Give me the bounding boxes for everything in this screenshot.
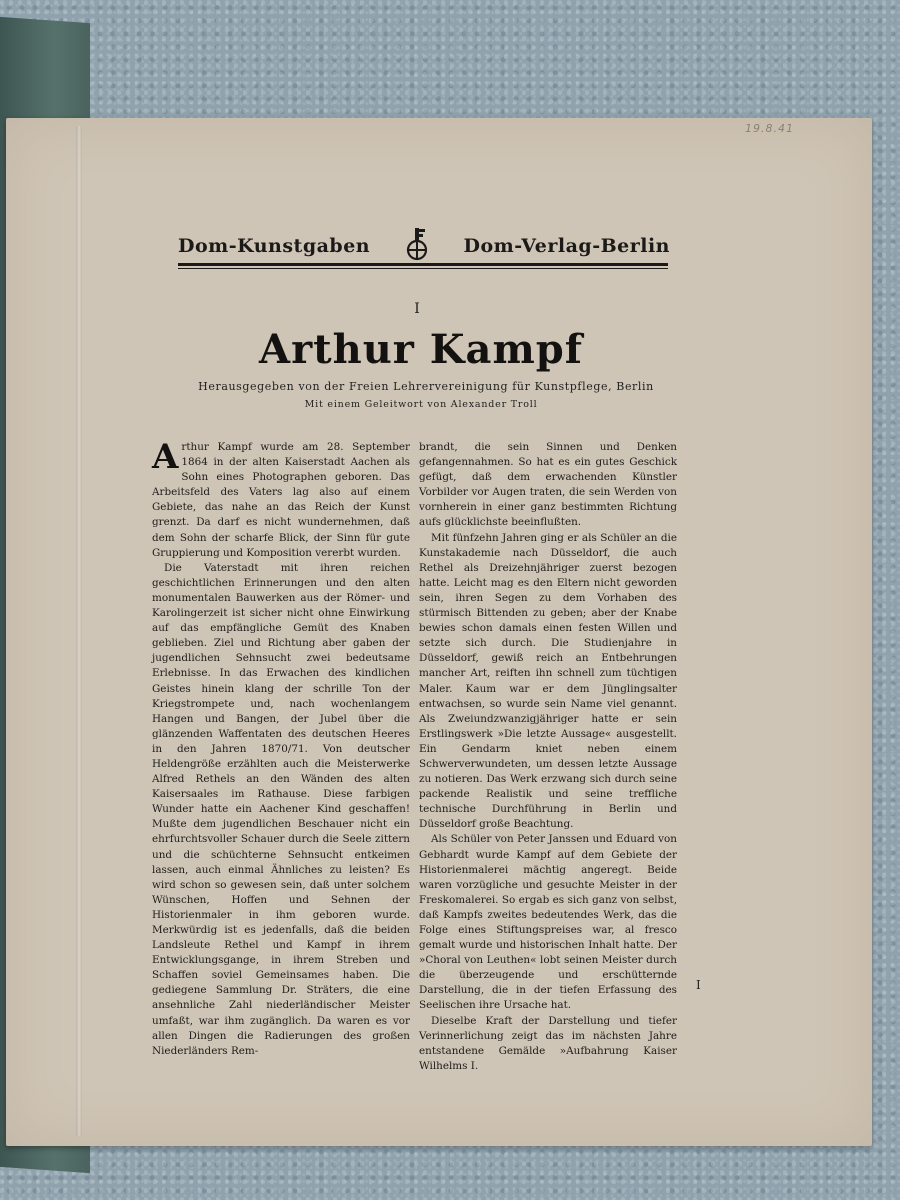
paragraph: brandt, die sein Sinnen und Denken gefangennahmen. So hat es ein gutes Geschick gefügt, daß dem erwachenden Künstler Vorbilder vor Augen traten, die sein Werden von vornherein in einer ganz bestimmten Richtung aufs glücklichste beeinflußten.	[419, 441, 677, 529]
header-rule	[178, 263, 668, 266]
page-fold	[76, 126, 82, 1136]
paragraph: Als Schüler von Peter Janssen und Eduard von Gebhardt wurde Kampf auf dem Gebiete der Historienmalerei mächtig angeregt. Beide waren vorzügliche und gesuchte Meister in der Freskomalerei. So ergab es sich ganz von selbst, daß Kampfs zweites bedeutendes Werk, das die Folge eines Stiftungspreises war, al fresco gemalt wurde und historischen Inhalt hatte. Der »Choral von Leuthen« lobt seinen Meister durch die überzeugende und erschütternde Darstellung, die in der tiefen Erfassung des Seelischen ihre Ursache hat.	[419, 833, 677, 1012]
document-page	[6, 118, 872, 1146]
key-emblem-icon	[399, 226, 435, 266]
header-right-text: Dom-Verlag-Berlin	[463, 235, 670, 257]
paragraph: Mit fünfzehn Jahren ging er als Schüler an die Kunstakademie nach Düsseldorf, die auch Rethel als Dreizehnjähriger zuerst bezogen hatte. Leicht mag es den Eltern nicht geworden sein, ihren Segen zu dem Vorhaben des stürmisch Bittenden zu geben; aber der Knabe bewies schon damals einen festen Willen und setzte sich durch. Die Studienjahre in Düsseldorf, gewiß reich an Entbehrungen mancher Art, reiften ihn schnell zum tüchtigen Maler. Kaum war er dem Jünglingsalter entwachsen, so wurde sein Name viel genannt. Als Zweiundzwanzigjähriger hatte er sein Erstlingswerk »Die letzte Aussage« ausgestellt. Ein Gendarm kniet neben einem Schwerverwundeten, um dessen letzte Aussage zu notieren. Das Werk erzwang sich durch seine packende Realistik und seine treffliche technische Durchführung in Berlin und Düsseldorf große Beachtung.	[419, 531, 677, 831]
header-left-text: Dom-Kunstgaben	[178, 235, 371, 257]
text-column-left	[152, 437, 410, 1059]
paragraph: Arthur Kampf wurde am 28. September 1864 in der alten Kaiserstadt Aachen als Sohn eines Photographen geboren. Das Arbeitsfeld des Vaters lag also auf einem Gebiete, das nahe an das Reich der Kunst grenzt. Da darf es nicht wundernehmen, daß dem Sohn der scharfe Blick, der Sinn für gute Gruppierung und Komposition vererbt wurden.	[152, 437, 410, 559]
volume-number: I	[414, 301, 420, 317]
subtitle-foreword: Mit einem Geleitwort von Alexander Troll	[304, 399, 538, 410]
publisher-header	[178, 226, 670, 266]
page-title: Arthur Kampf	[259, 326, 583, 373]
paragraph: Dieselbe Kraft der Darstellung und tiefer Verinnerlichung zeigt das im nächsten Jahre entstandene Gemälde »Aufbahrung Kaiser Wilhelms I.	[419, 1014, 677, 1072]
paragraph: Die Vaterstadt mit ihren reichen geschichtlichen Erinnerungen und den alten monumentalen Bauwerken aus der Römer- und Karolingerzeit ist sicher nicht ohne Einwirkung auf das empfängliche Gemüt des Knaben geblieben. Ziel und Richtung aber gaben der jugendlichen Sehnsucht zwei bedeutsame Erlebnisse. In das Erwachen des kindlichen Geistes hinein klang der schrille Ton der Kriegstrompete und, nach wochenlangem Hangen und Bangen, der Jubel über die glänzenden Waffentaten des deutschen Heeres in den Jahren 1870/71. Von deutscher Heldengröße erzählten auch die Meisterwerke Alfred Rethels an den Wänden des alten Kaisersaales im Rathause. Diese farbigen Wunder hatte ein Aachener Kind geschaffen! Mußte dem jugendlichen Beschauer nicht ein ehrfurchtsvoller Schauer durch die Seele zittern und die schüchterne Sehnsucht entkeimen lassen, auch einmal Ähnliches zu leisten? Es wird schon so gewesen sein, daß unter solchem Wünschen, Hoffen und Sehnen der Historienmaler in ihm geboren wurde. Merkwürdig ist es jedenfalls, daß die beiden Landsleute Rethel und Kampf in ihrem Entwicklungsgange, in ihrem Streben und Schaffen soviel Gemeinsames haben. Die gediegene Sammlung Dr. Sträters, die eine ansehnliche Zahl niederländischer Meister umfaßt, war ihm zugänglich. Da waren es vor allen Dingen die Radierungen des großen Niederländers Rem-	[152, 561, 410, 1057]
page-number: I	[696, 978, 701, 992]
drop-cap: A	[152, 437, 179, 477]
text-column-right	[419, 440, 677, 1074]
header-rule-thin	[178, 268, 668, 269]
pencil-annotation: 19.8.41	[745, 122, 794, 135]
subtitle: Herausgegeben von der Freien Lehrervereinigung für Kunstpflege, Berlin	[198, 380, 654, 393]
